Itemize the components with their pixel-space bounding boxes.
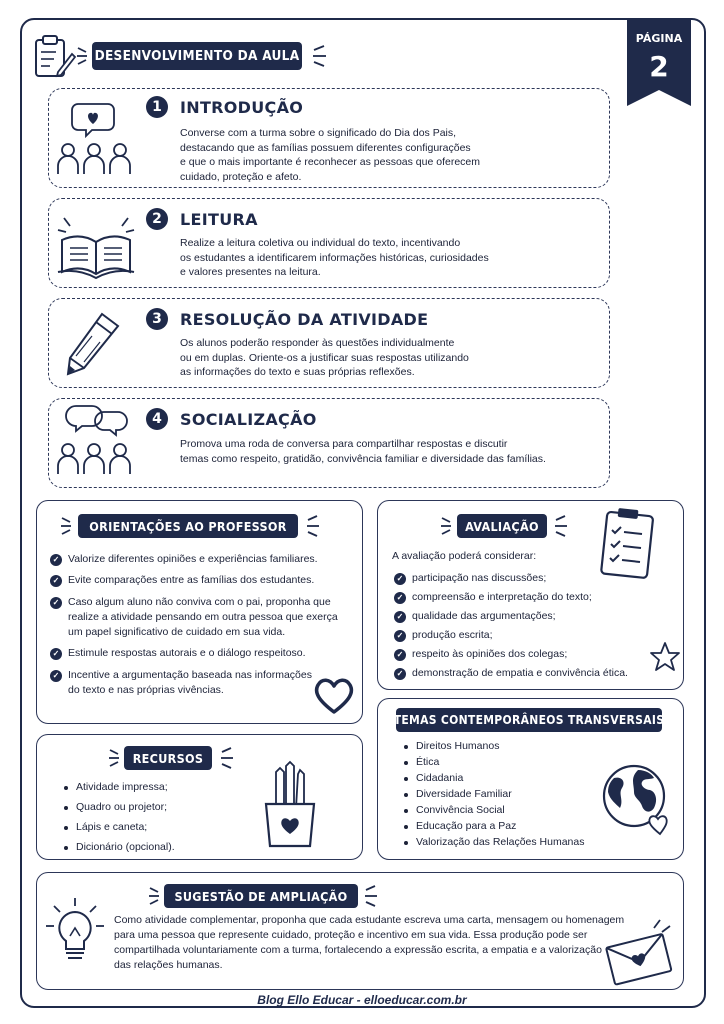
orientacao-line: Evite comparações entre as famílias dos estudantes. (68, 574, 315, 586)
avaliacao-item (394, 590, 592, 605)
step-text (180, 437, 604, 466)
avaliacao-item-label: compreensão e interpretação do texto; (412, 591, 592, 603)
sugestao-line: das relações humanas. (114, 959, 223, 971)
clipboard-pencil-icon (32, 34, 76, 82)
sugestao-line: Como atividade complementar, proponha que cada estudante escreva uma carta, mensagem ou homenagem (114, 914, 625, 926)
avaliacao-item (394, 647, 567, 662)
page-title: DESENVOLVIMENTO DA AULA (94, 48, 300, 64)
recurso-item: Atividade impressa; (62, 780, 168, 795)
check-circle-icon: ✓ (394, 592, 406, 604)
step-title: RESOLUÇÃO DA ATIVIDADE (180, 310, 429, 329)
avaliacao-item (394, 666, 628, 681)
check-circle-icon: ✓ (50, 670, 62, 682)
step-title: LEITURA (180, 210, 258, 229)
panel-title-banner (457, 514, 547, 538)
sparkle-lines-icon (552, 514, 568, 536)
check-circle-icon: ✓ (394, 630, 406, 642)
footer-credit: Blog Ello Educar - elloeducar.com.br (257, 993, 467, 1007)
page-tag (627, 18, 691, 106)
check-circle-icon: ✓ (394, 649, 406, 661)
step-text-line: ou em duplas. Oriente-os a justificar suas respostas utilizando (180, 351, 469, 364)
orientacao-line: Caso algum aluno não conviva com o pai, proponha que (68, 596, 331, 608)
panel-title-banner (164, 884, 358, 908)
step-text (180, 336, 600, 380)
temas-title: TEMAS CONTEMPORÂNEOS TRANSVERSAIS (393, 713, 665, 727)
tema-item: Ética (402, 755, 439, 770)
check-circle-icon: ✓ (50, 648, 62, 660)
sparkle-lines-icon (310, 44, 328, 66)
check-circle-icon: ✓ (394, 668, 406, 680)
step-text (180, 236, 600, 280)
orientacao-line: Valorize diferentes opiniões e experiências familiares. (68, 553, 318, 565)
page-tag-label: PÁGINA (635, 32, 683, 45)
step-text-line: Promova uma roda de conversa para compartilhar respostas e discutir (180, 438, 508, 450)
page-number: 2 (649, 50, 669, 83)
orientacao-line: realize a atividade pensando em outra pessoa que exerça (68, 611, 338, 623)
avaliacao-item (394, 571, 546, 586)
sparkle-lines-icon (60, 514, 74, 536)
sparkle-lines-icon (304, 514, 320, 536)
avaliacao-item (394, 628, 493, 643)
sugestao-line: compartilhada voluntariamente com a turma, fortalecendo a expressão escrita, a empatia e a valorização (114, 944, 602, 956)
check-circle-icon: ✓ (394, 611, 406, 623)
sparkle-lines-icon (76, 44, 90, 66)
open-book-icon (54, 208, 138, 278)
step-text-line: temas como respeito, gratidão, convivência familiar e diversidade das famílias. (180, 452, 546, 465)
envelope-heart-icon (604, 916, 680, 986)
lightbulb-icon (44, 896, 106, 966)
panel-title-banner (124, 746, 212, 770)
step-text-line: e que o mais importante é reconhecer as pessoas que oferecem (180, 156, 481, 168)
recurso-item: Lápis e caneta; (62, 820, 147, 835)
tema-item: Direitos Humanos (402, 739, 499, 754)
people-chat-icon (56, 402, 136, 478)
step-title: SOCIALIZAÇÃO (180, 410, 317, 429)
heart-icon (312, 676, 356, 716)
orientacao-item (50, 552, 350, 567)
check-circle-icon: ✓ (394, 573, 406, 585)
avaliacao-item-label: produção escrita; (412, 629, 493, 641)
step-text-line: as informações do texto e suas próprias reflexões. (180, 366, 415, 378)
sugestao-title: SUGESTÃO DE AMPLIAÇÃO (174, 888, 348, 904)
avaliacao-item (394, 609, 556, 624)
avaliacao-intro: A avaliação poderá considerar: (392, 550, 537, 562)
orientacao-line: um papel significativo de cuidado em sua vida. (68, 626, 286, 638)
orientacao-item (50, 646, 350, 661)
panel-title-banner (393, 708, 665, 732)
orientacao-item (50, 668, 330, 698)
tema-item: Valorização das Relações Humanas (402, 835, 584, 850)
step-text-line: destacando que as famílias possuem diferentes configurações (180, 141, 471, 154)
sparkle-lines-icon (440, 514, 454, 536)
sugestao-text (114, 913, 626, 973)
tema-item: Cidadania (402, 771, 463, 786)
orientacao-line: Incentive a argumentação baseada nas informações (68, 669, 312, 681)
step-title: INTRODUÇÃO (180, 98, 304, 117)
step-text-line: os estudantes a identificarem informações históricas, curiosidades (180, 251, 489, 264)
step-number: 1 (146, 96, 168, 118)
sparkle-lines-icon (108, 746, 122, 768)
orientacoes-title: ORIENTAÇÕES AO PROFESSOR (89, 518, 287, 534)
pencil-icon (62, 306, 128, 380)
pencil-cup-icon (260, 764, 320, 850)
section-title-banner (92, 42, 302, 70)
star-icon (648, 640, 682, 674)
tema-item: Convivência Social (402, 803, 505, 818)
panel-title-banner (78, 514, 298, 538)
orientacao-line: Estimule respostas autorais e o diálogo respeitoso. (68, 647, 306, 659)
clipboard-checklist-icon (598, 506, 660, 582)
avaliacao-item-label: demonstração de empatia e convivência ética. (412, 667, 628, 679)
sparkle-lines-icon (218, 746, 234, 768)
recurso-item: Quadro ou projetor; (62, 800, 167, 815)
recurso-item: Dicionário (opcional). (62, 840, 175, 855)
step-text-line: Os alunos poderão responder às questões individualmente (180, 337, 455, 349)
recursos-title: RECURSOS (132, 750, 204, 766)
people-heart-icon (56, 100, 136, 176)
step-number: 4 (146, 408, 168, 430)
tema-item: Diversidade Familiar (402, 787, 512, 802)
avaliacao-item-label: participação nas discussões; (412, 572, 547, 584)
orientacao-line: do texto e nas próprias vivências. (68, 684, 224, 696)
sugestao-line: para uma pessoa que represente cuidado, proteção e incentivo em sua vida. Essa produção pode ser (114, 929, 588, 941)
avaliacao-item-label: respeito às opiniões dos colegas; (412, 648, 568, 660)
globe-heart-icon (600, 760, 674, 840)
sparkle-lines-icon (362, 884, 378, 906)
orientacao-item (50, 595, 350, 640)
check-circle-icon: ✓ (50, 554, 62, 566)
step-text-line: Realize a leitura coletiva ou individual do texto, incentivando (180, 237, 461, 249)
step-text-line: Converse com a turma sobre o significado do Dia dos Pais, (180, 127, 457, 139)
sparkle-lines-icon (148, 884, 162, 906)
step-text (180, 126, 600, 184)
tema-item: Educação para a Paz (402, 819, 516, 834)
avaliacao-title: AVALIAÇÃO (465, 518, 539, 534)
step-number: 3 (146, 308, 168, 330)
step-text-line: e valores presentes na leitura. (180, 266, 321, 278)
check-circle-icon: ✓ (50, 575, 62, 587)
step-text-line: cuidado, proteção e afeto. (180, 170, 302, 183)
avaliacao-item-label: qualidade das argumentações; (412, 610, 556, 622)
check-circle-icon: ✓ (50, 597, 62, 609)
step-number: 2 (146, 208, 168, 230)
orientacao-item (50, 573, 350, 588)
